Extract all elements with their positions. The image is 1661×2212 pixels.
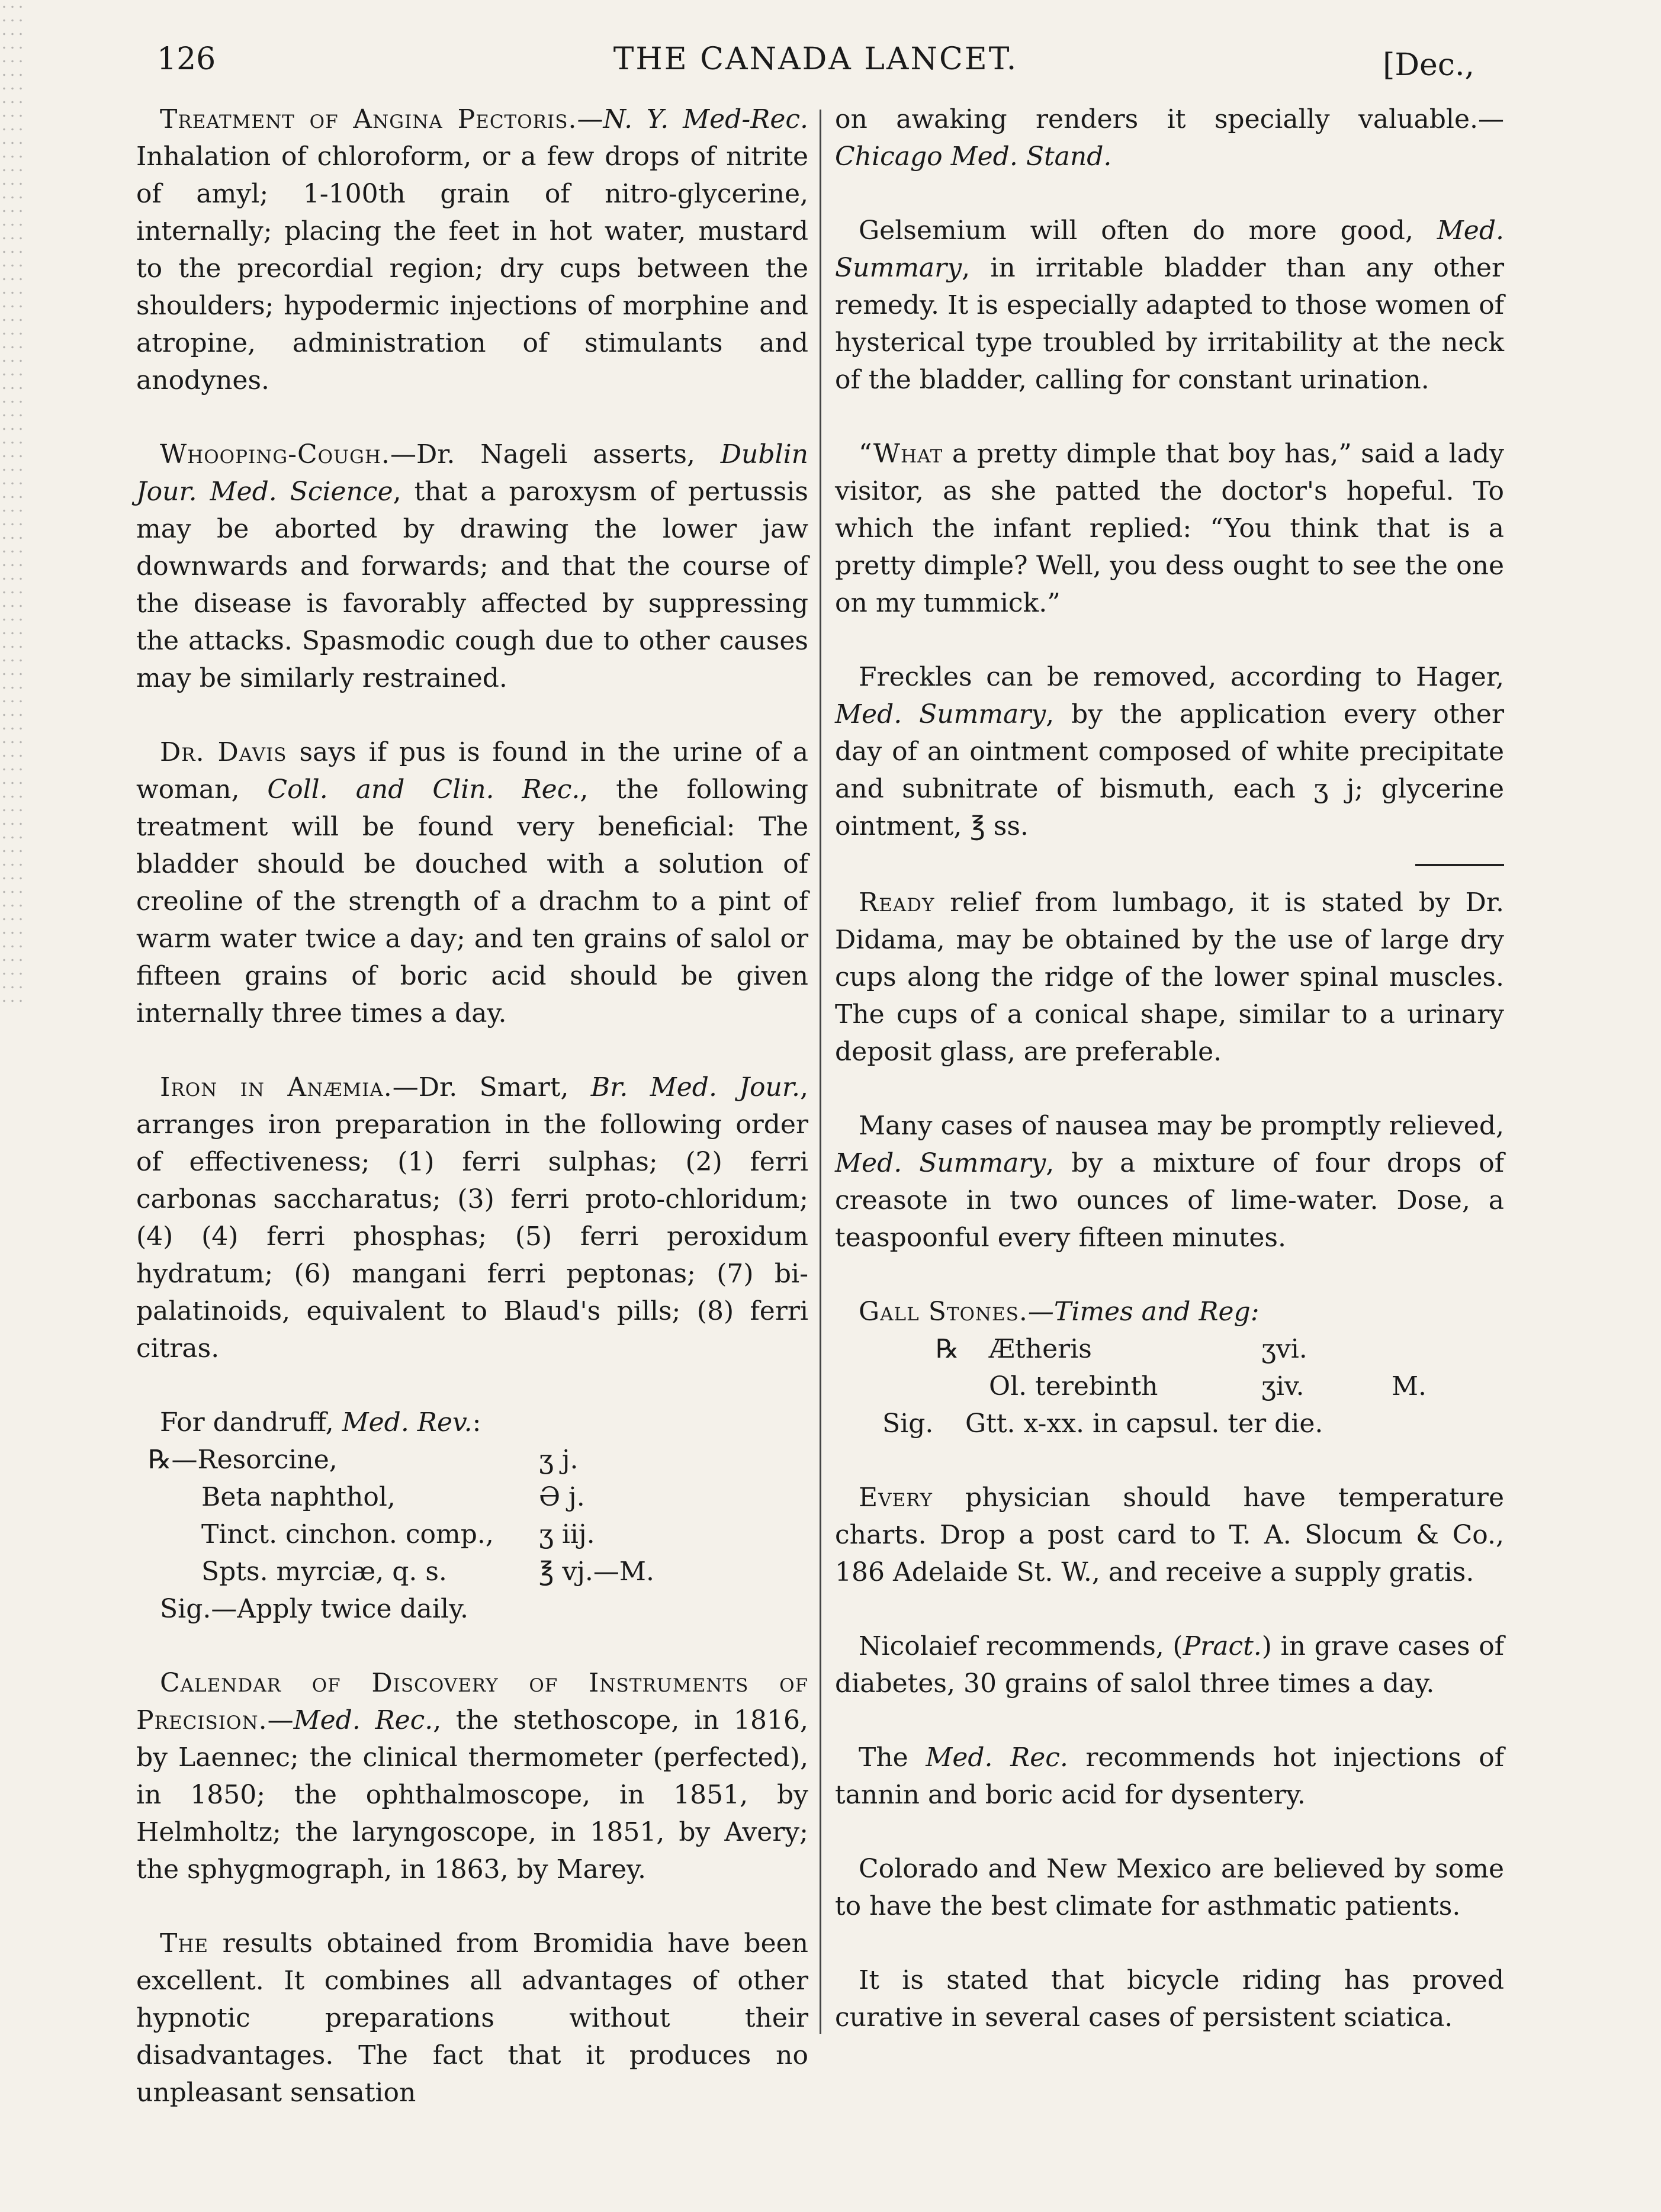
article-lead: Every — [859, 1483, 933, 1513]
article-nausea: Many cases of nausea may be promptly relieved, Med. Summary, by a mixture of four drops of creasote in two ounces of lime-water. Dose, a teaspoonful every fifteen minutes. — [835, 1111, 1504, 1253]
page-header — [157, 41, 1474, 89]
page-number: 126 — [157, 41, 216, 77]
prescription-line — [136, 1553, 808, 1590]
ingredient-name: Spts. myrciæ, q. s. — [201, 1557, 447, 1587]
article-title: Gall Stones. — [859, 1297, 1028, 1327]
article-body: says if pus is found in the urine of a woman, — [136, 737, 808, 805]
ingredient-qty: ʒvi. — [1261, 1334, 1307, 1364]
ingredient-name: Tinct. cinchon. comp., — [201, 1519, 494, 1549]
ingredient-qty: ʒ iij. — [539, 1519, 595, 1549]
issue-month: [Dec., — [1383, 47, 1474, 83]
article-title: Calendar of Discovery of Instruments of Precision. — [136, 1668, 808, 1735]
article-lead: “What — [859, 439, 943, 469]
article-body: results obtained from Bromidia have been excellent. It combines all advantages of other hypnotic preparations without their disadvantages. The fact that it produces no unpleasant sensation — [136, 1928, 808, 2108]
ingredient-name: ℞—Resorcine, — [148, 1445, 338, 1475]
article-nicolaief: Nicolaief recommends, (Pract.) in grave cases of diabetes, 30 grains of salol three times a day. — [835, 1631, 1504, 1699]
article-body: ) in grave cases of diabetes, 30 grains of salol three times a day. — [835, 1631, 1504, 1699]
article-body: , the following treatment will be found very beneficial: The bladder should be douched with a solution of creoline of the strength of a drachm to a pint of warm water twice a day; and ten grains of salol or fifteen grains of boric acid should be given internally three times a day. — [136, 774, 808, 1028]
prescription-intro — [835, 1293, 1504, 1330]
article-body: recommends hot injections of tannin and boric acid for dysentery. — [835, 1742, 1505, 1810]
article-source: Br. Med. Jour. — [590, 1072, 801, 1102]
article-temperature-charts — [835, 1479, 1504, 1591]
mix-mark: M. — [1392, 1371, 1427, 1401]
article-source: —Times and Reg: — [1027, 1297, 1260, 1327]
ingredient-qty: ʒiv. — [1261, 1371, 1305, 1401]
article-body: relief from lumbago, it is stated by Dr. Didama, may be obtained by the use of large dry cups along the ridge of the lower spinal muscles. The cups of a conical shape, similar to a urinary deposit glass, are preferable. — [835, 888, 1504, 1067]
article-lead: Dr. Davis — [160, 737, 287, 767]
section-rule — [1415, 864, 1504, 866]
article-body: a pretty dimple that boy has,” said a lady visitor, as she patted the doctor's hopeful. To which the infant replied: “You think that is a pretty dimple? Well, you dess ought to see the one on my tummick.” — [835, 439, 1504, 618]
article-source: Coll. and Clin. Rec. — [267, 774, 580, 805]
article-source: —N. Y. Med-Rec. — [577, 104, 808, 134]
article-freckles: Freckles can be removed, according to Hager, Med. Summary, by the application every other day of an ointment composed of white precipitate and subnitrate of bismuth, each ʒ j; glycerine ointment, ℥ ss. — [835, 662, 1504, 841]
article-source: Med. Summary — [835, 1148, 1046, 1178]
prescription-line — [835, 1330, 1504, 1368]
prescription-line — [136, 1441, 808, 1478]
article-source: Med. Rec. — [926, 1742, 1068, 1773]
article-calendar-discovery: Calendar of Discovery of Instruments of Precision.—Med. Rec., the stethoscope, in 1816, by Laennec; the clinical thermometer (perfected), in 1850; the ophthalmoscope, in 1851, by Helmholtz; the laryngoscope, in 1851, by Avery; the sphygmograph, in 1863, by Marey. — [136, 1668, 809, 1885]
article-source: Med. Summary — [835, 699, 1046, 729]
article-body: , that a paroxysm of pertussis may be aborted by drawing the lower jaw downwards and forwards; and that the course of the disease is favorably affected by suppressing the attacks. Spasmodic cough due to other causes may be similarly restrained. — [136, 477, 808, 693]
prescription-line — [136, 1478, 808, 1516]
article-whooping-cough — [136, 436, 808, 697]
article-iron-anaemia — [136, 1069, 808, 1367]
article-body: , arranges iron preparation in the following order of effectiveness; (1) ferri sulphas; (2) ferri carbonas saccharatus; (3) ferri proto-chloridum; (4) (4) ferri phosphas; (5) ferri peroxidum hydratum; (6) mangani ferri peptonas; (7) bi-palatinoids, equivalent to Blaud's pills; (8) ferri citras. — [136, 1072, 809, 1364]
article-source: Med. Rec. — [293, 1705, 433, 1735]
prescription-sig: Sig. Gtt. x-xx. in capsul. ter die. — [882, 1409, 1323, 1439]
article-body: It is stated that bicycle riding has proved curative in several cases of persistent sciatica. — [835, 1965, 1504, 2033]
ingredient-qty: ʒ j. — [539, 1445, 579, 1475]
article-body: physician should have temperature charts. Drop a post card to T. A. Slocum & Co., 186 Adelaide St. W., and receive a supply gratis. — [835, 1483, 1504, 1587]
ingredient-name: Ol. terebinth — [989, 1371, 1158, 1401]
article-source: Pract. — [1183, 1631, 1262, 1661]
article-source: Dublin Jour. Med. Science — [136, 439, 808, 507]
article-body: , the stethoscope, in 1816, by Laennec; the clinical thermometer (perfected), in 1850; the ophthalmoscope, in 1851, by Helmholtz; the laryngoscope, in 1851, by Avery; the sphygmograph, in 1863, by Marey. — [136, 1705, 809, 1885]
article-source: Chicago Med. Stand. — [835, 142, 1112, 172]
article-bicycle — [835, 1962, 1504, 2036]
ingredient-qty: Ə j. — [539, 1482, 585, 1512]
article-colorado — [835, 1850, 1504, 1925]
article-body: on awaking renders it specially valuable.— — [835, 104, 1504, 134]
article-gelsemium: Gelsemium will often do more good, Med. Summary, in irritable bladder than any other remedy. It is especially adapted to those women of hysterical type troubled by irritability at the neck of the bladder, calling for constant urination. — [835, 216, 1504, 395]
article-bromidia — [136, 1925, 808, 2111]
article-body: Colorado and New Mexico are believed by some to have the best climate for asthmatic patients. — [835, 1854, 1504, 1921]
article-body: , in irritable bladder than any other remedy. It is especially adapted to those women of hysterical type troubled by irritability at the neck of the bladder, calling for constant urination. — [835, 253, 1504, 395]
prescription-dandruff — [136, 1404, 808, 1628]
article-bromidia-continued — [835, 101, 1504, 175]
binding-edge-specks — [0, 0, 24, 1007]
right-column — [835, 101, 1504, 2073]
recipe-symbol: ℞ — [936, 1334, 959, 1364]
ingredient-name: Ætheris — [989, 1334, 1092, 1364]
left-column — [136, 101, 808, 2148]
article-med-rec-dysentery: The Med. Rec. recommends hot injections of tannin and boric acid for dysentery. — [835, 1742, 1505, 1810]
article-lead: The — [160, 1928, 209, 1959]
article-title: Iron in Anæmia. — [160, 1072, 393, 1102]
ingredient-name: Beta naphthol, — [201, 1482, 396, 1512]
article-body: —Dr. Nageli asserts, — [390, 439, 721, 470]
article-davis-pus — [136, 734, 808, 1032]
prescription-intro: For dandruff, Med. Rev.: — [160, 1407, 481, 1438]
prescription-sig: Sig.—Apply twice daily. — [160, 1594, 469, 1624]
article-body: Inhalation of chloroform, or a few drops of nitrite of amyl; 1-100th grain of nitro-glycerine, internally; placing the feet in hot water, mustard to the precordial region; dry cups between the shoulders; hypodermic injections of morphine and atropine, administration of stimulants and anodynes. — [136, 142, 808, 396]
article-angina-pectoris — [136, 101, 808, 399]
article-title: Whooping-Cough. — [160, 439, 390, 470]
article-dimple-anecdote — [835, 435, 1504, 622]
journal-title: THE CANADA LANCET. — [613, 41, 1019, 77]
article-body: —Dr. Smart, — [392, 1072, 591, 1102]
article-lumbago — [835, 884, 1504, 1070]
article-title: Treatment of Angina Pectoris. — [160, 104, 577, 134]
article-body: , by the application every other day of an ointment composed of white precipitate and subnitrate of bismuth, each ʒ j; glycerine ointment, ℥ ss. — [835, 699, 1504, 841]
prescription-line — [835, 1368, 1504, 1405]
article-lead: Ready — [859, 888, 935, 918]
article-source: Med. Summary — [835, 216, 1504, 283]
prescription-line — [136, 1516, 808, 1553]
ingredient-qty: ℥ vj.—M. — [539, 1557, 654, 1587]
prescription-source: Med. Rev. — [342, 1407, 473, 1438]
prescription-gall-stones — [835, 1293, 1504, 1442]
column-divider — [820, 110, 821, 2034]
article-body: , by a mixture of four drops of creasote in two ounces of lime-water. Dose, a teaspoonful every fifteen minutes. — [835, 1148, 1504, 1253]
